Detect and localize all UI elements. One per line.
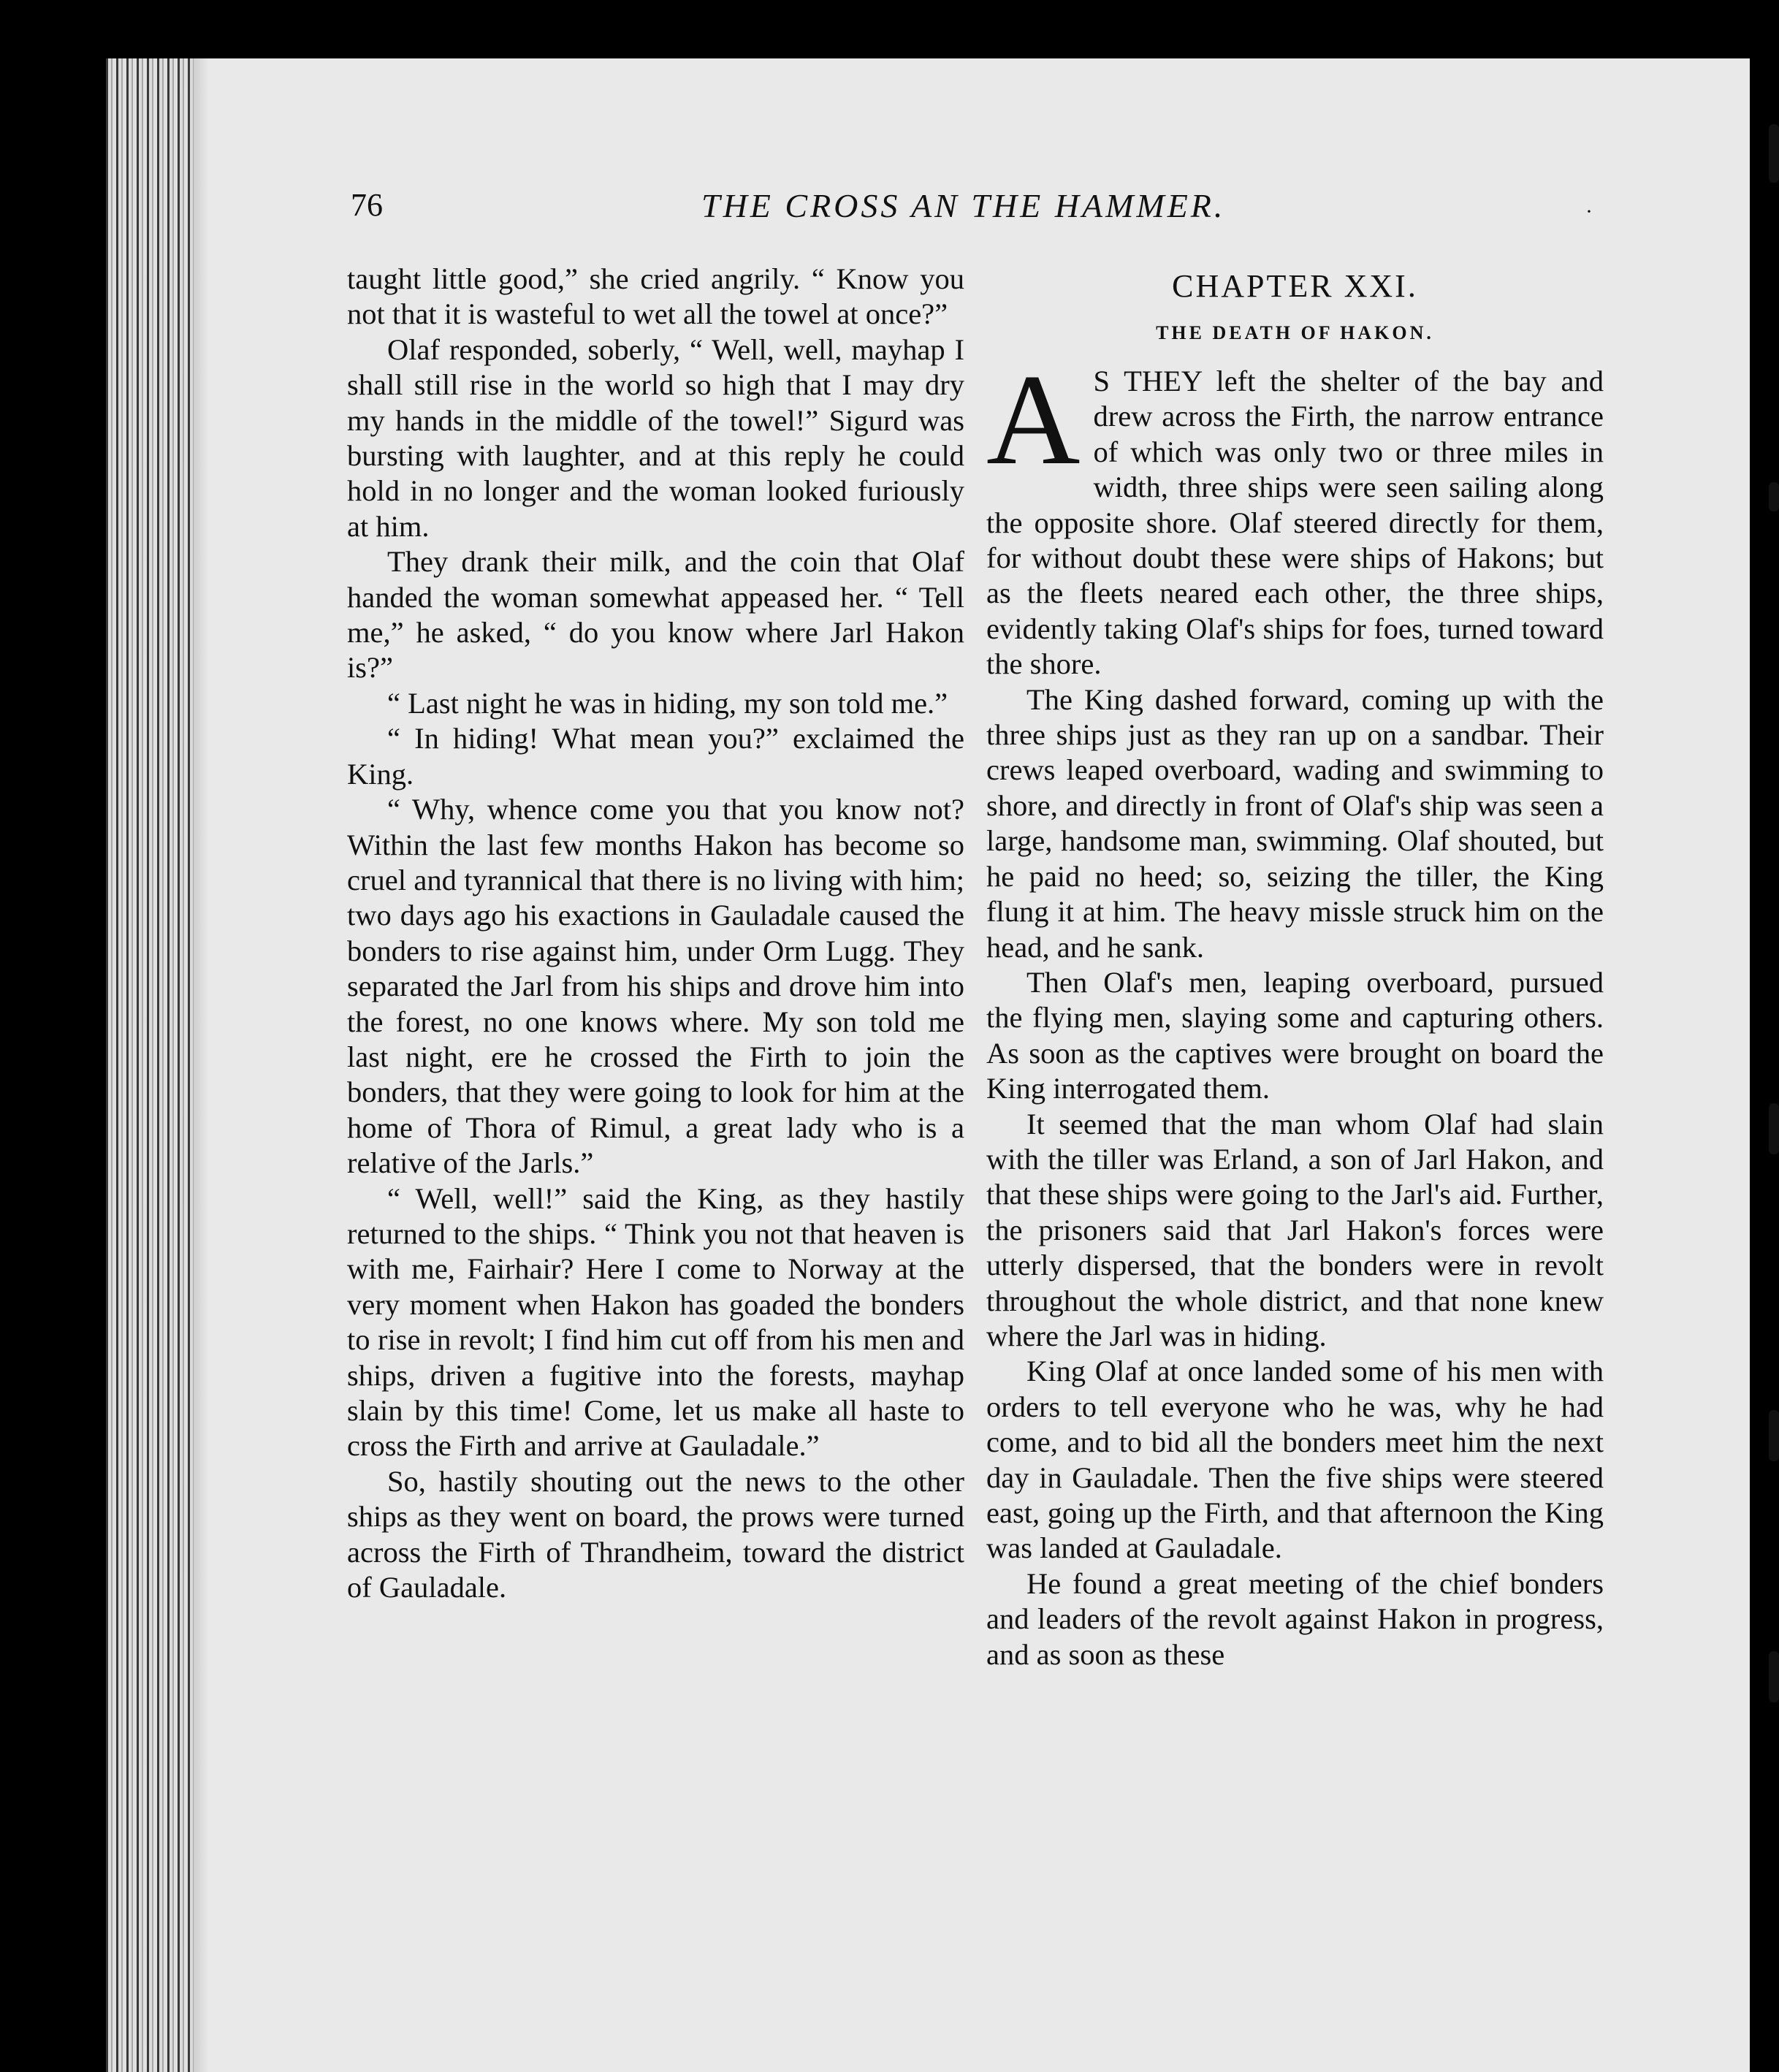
paragraph: They drank their milk, and the coin that Olaf handed the woman somewhat appeased her. “ Tell me,” he asked, “ do you know where Jarl Hakon is?” bbox=[347, 545, 964, 685]
edge-mark bbox=[1769, 1103, 1779, 1154]
left-column bbox=[347, 262, 964, 1605]
edge-mark bbox=[1769, 124, 1779, 183]
paragraph: He found a great meeting of the chief bonders and leaders of the revolt against Hakon in progress, and as soon as these bbox=[986, 1566, 1604, 1671]
page-number: 76 bbox=[351, 187, 383, 223]
opening-paragraph bbox=[986, 347, 1604, 682]
edge-mark bbox=[1769, 482, 1779, 511]
chapter-subheading: THE DEATH OF HAKON. bbox=[1156, 322, 1434, 343]
paragraph: Then Olaf's men, leaping overboard, pursued the flying men, slaying some and capturing others. As soon as the captives were brought on board the King interrogated them. bbox=[986, 965, 1604, 1105]
paragraph: So, hastily shouting out the news to the other ships as they went on board, the prows were turned across the Firth of Thrandheim, toward the district of Gauladale. bbox=[347, 1464, 964, 1604]
page-gutter bbox=[106, 58, 194, 2072]
paragraph: “ Why, whence come you that you know not? Within the last few months Hakon has become so cruel and tyrannical that there is no living with him; two days ago his exactions in Gauladale caused the bonders to rise against him, under Orm Lugg. They separated the Jarl from his ships and drove him into the forest, no one knows where. My son told me last night, ere he crossed the Firth to join the bonders, that they were going to look for him at the home of Thora of Rimul, a great lady who is a relative of the Jarls.” bbox=[347, 793, 964, 1180]
paragraph: It seemed that the man whom Olaf had slain with the tiller was Erland, a son of Jarl Hakon, and that these ships were going to the Jarl's aid. Further, the prisoners said that Jarl Hakon's forces were utterly dispersed, that the bonders were in revolt throughout the whole district, and that none knew where the Jarl was in hiding. bbox=[986, 1107, 1604, 1352]
edge-mark bbox=[1769, 1410, 1779, 1461]
paragraph: The King dashed forward, coming up with the three ships just as they ran up on a sandbar. Their crews leaped overboard, wading and swimming to shore, and directly in front of Olaf's ship was seen a large, handsome man, swimming. Olaf shouted, but he paid no heed; so, seizing the tiller, the King flung it at him. The heavy missle struck him on the head, and he sank. bbox=[986, 682, 1604, 964]
drop-cap: A bbox=[986, 347, 1081, 492]
paragraph: “ Last night he was in hiding, my son told me.” bbox=[387, 686, 948, 720]
paragraph: “ In hiding! What mean you?” exclaimed the King. bbox=[347, 722, 964, 791]
chapter-heading: CHAPTER XXI. bbox=[1172, 268, 1418, 304]
paragraph: King Olaf at once landed some of his men with orders to tell everyone who he was, why he had come, and to bid all the bonders meet him the next day in Gauladale. Then the five ships were steered east, going up the Firth, and that afternoon the King was landed at Gauladale. bbox=[986, 1355, 1604, 1565]
paragraph: “ Well, well!” said the King, as they hastily returned to the ships. “ Think you not that heaven is with me, Fairhair? Here I come to Norway at the very moment when Hakon has goaded the bonders to rise in revolt; I find him cut off from his men and ships, driven a fugitive into the forests, mayhap slain by this time! Come, let us make all haste to cross the Firth and arrive at Gauladale.” bbox=[347, 1181, 964, 1463]
running-head bbox=[351, 186, 1615, 237]
page-gutter-shadow bbox=[194, 58, 208, 2072]
paragraph: taught little good,” she cried angrily. “ Know you not that it is wasteful to wet all the towel at once?” bbox=[347, 262, 964, 331]
edge-mark bbox=[1769, 1651, 1779, 1702]
paragraph: Olaf responded, soberly, “ Well, well, mayhap I shall still rise in the world so high that I may dry my hands in the middle of the towel!” Sigurd was bursting with laughter, and at this reply he could hold in no longer and the woman looked furiously at him. bbox=[347, 332, 964, 543]
running-title: THE CROSS AN THE HAMMER. bbox=[701, 187, 1226, 224]
right-column bbox=[986, 262, 1604, 1672]
opening-text: S THEY left the shelter of the bay and drew across the Firth, the narrow entrance of which was only two or three miles in width, three ships were seen sailing along the opposite shore. Olaf steered directly for them, for without doubt these were ships of Hakons; but as the fleets neared each other, the three ships, evidently taking Olaf's ships for foes, turned toward the shore. bbox=[986, 365, 1604, 681]
speck: · bbox=[1585, 199, 1593, 224]
